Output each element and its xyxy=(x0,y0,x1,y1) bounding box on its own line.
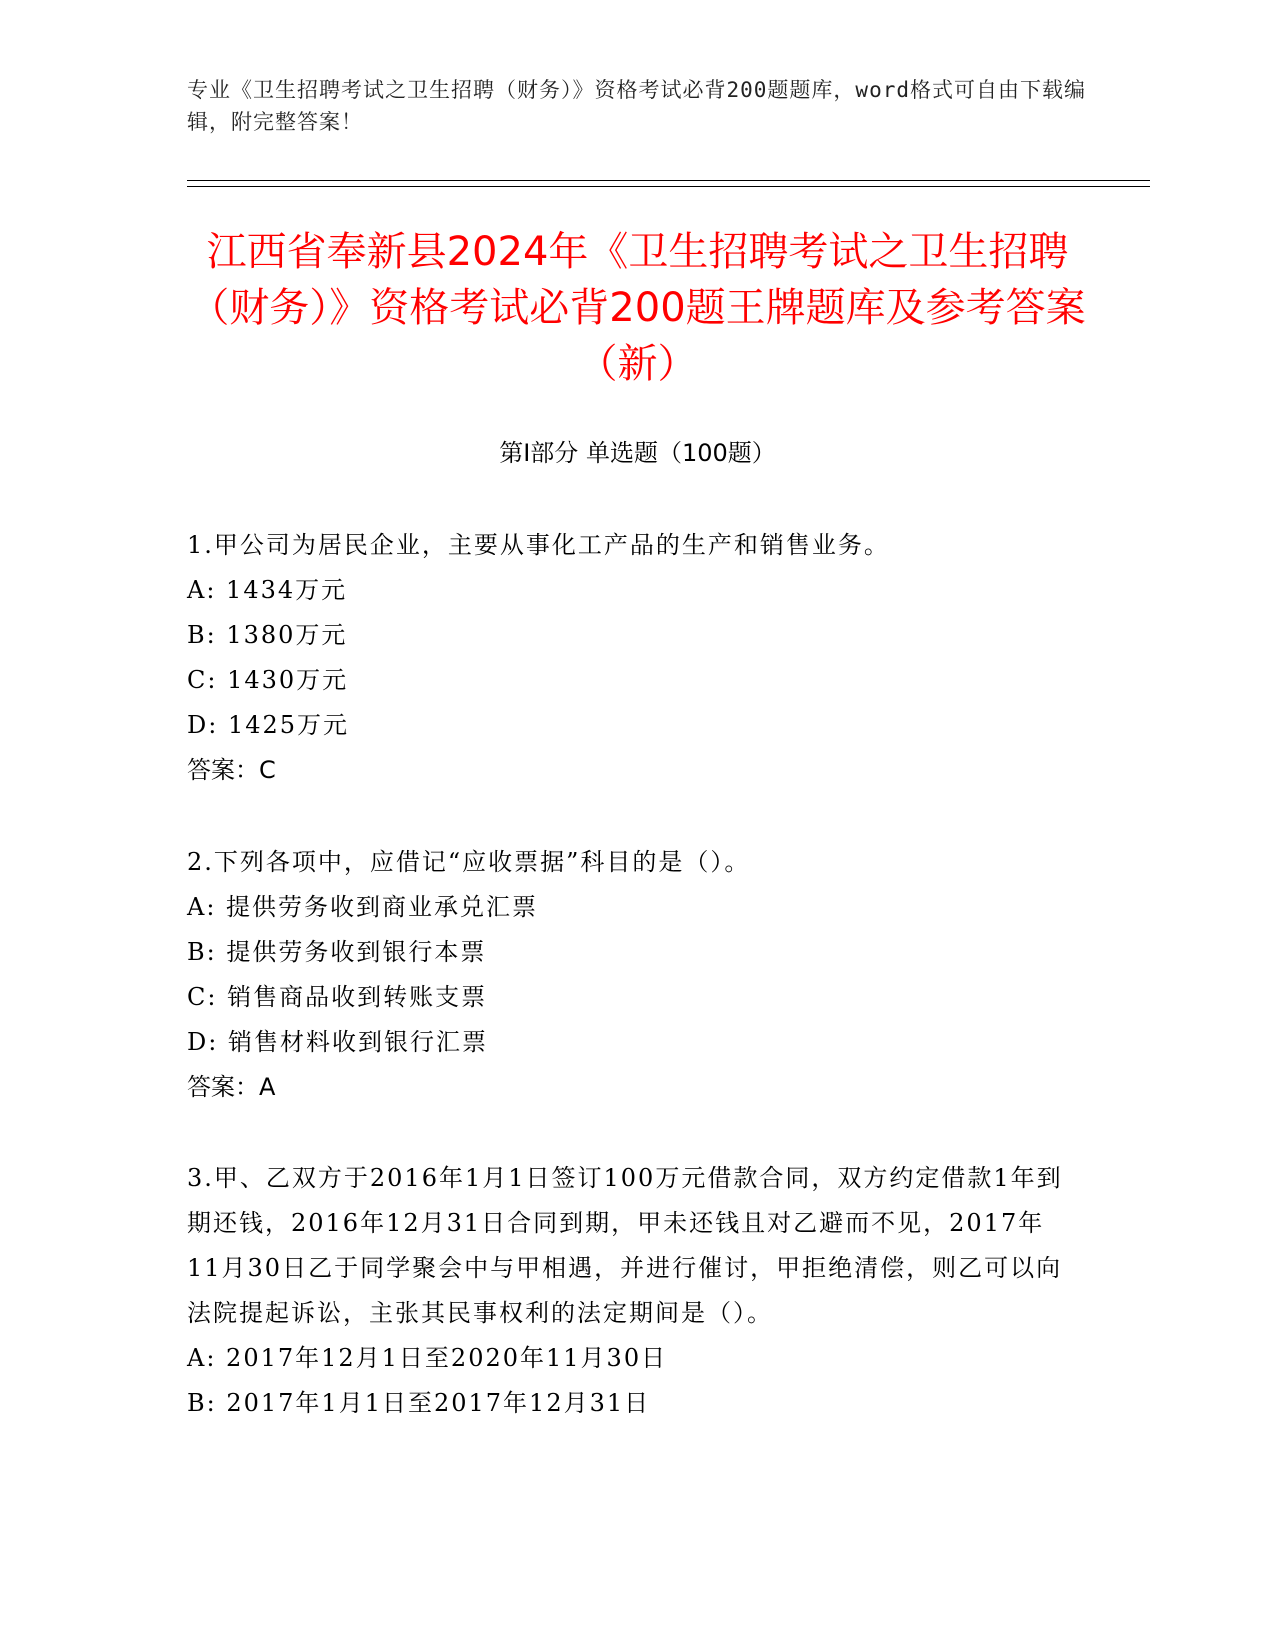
answer: 答案：C xyxy=(187,756,276,784)
option-d: D: 销售材料收到银行汇票 xyxy=(187,1028,488,1056)
option-c: C: 销售商品收到转账支票 xyxy=(187,983,488,1011)
question-stem: 3.甲、乙双方于2016年1月1日签订100万元借款合同，双方约定借款1年到期还钱，2016年12月31日合同到期，甲未还钱且对乙避而不见，2017年11月30日乙于同学聚会中与甲相遇，并进行催讨，甲拒绝清偿，则乙可以向法院提起诉讼，主张其民事权利的法定期间是（）。 xyxy=(187,1164,1063,1327)
option-a: A: 提供劳务收到商业承兑汇票 xyxy=(187,893,539,921)
question-stem: 2.下列各项中，应借记“应收票据”科目的是（）。 xyxy=(187,848,751,876)
answer: 答案：A xyxy=(187,1073,276,1101)
section-heading: 第Ⅰ部分 单选题（100题） xyxy=(499,439,776,467)
option-b: B: 提供劳务收到银行本票 xyxy=(187,938,487,966)
option-a: A: 2017年12月1日至2020年11月30日 xyxy=(187,1344,668,1372)
question-3 xyxy=(187,1156,1067,1426)
question-1 xyxy=(187,523,1067,793)
document-title: 江西省奉新县2024年《卫生招聘考试之卫生招聘（财务）》资格考试必背200题王牌题库及参考答案（新） xyxy=(189,229,1086,387)
question-2 xyxy=(187,840,1067,1110)
question-stem: 1.甲公司为居民企业，主要从事化工产品的生产和销售业务。 xyxy=(187,531,890,559)
option-c: C: 1430万元 xyxy=(187,666,349,694)
header-rule-bottom xyxy=(187,186,1150,187)
option-b: B: 2017年1月1日至2017年12月31日 xyxy=(187,1389,651,1417)
header-rule-top xyxy=(187,180,1150,181)
option-b: B: 1380万元 xyxy=(187,621,348,649)
option-a: A: 1434万元 xyxy=(187,576,348,604)
option-d: D: 1425万元 xyxy=(187,711,350,739)
header-note: 专业《卫生招聘考试之卫生招聘（财务）》资格考试必背200题题库，word格式可自由下载编辑，附完整答案！ xyxy=(187,78,1086,134)
